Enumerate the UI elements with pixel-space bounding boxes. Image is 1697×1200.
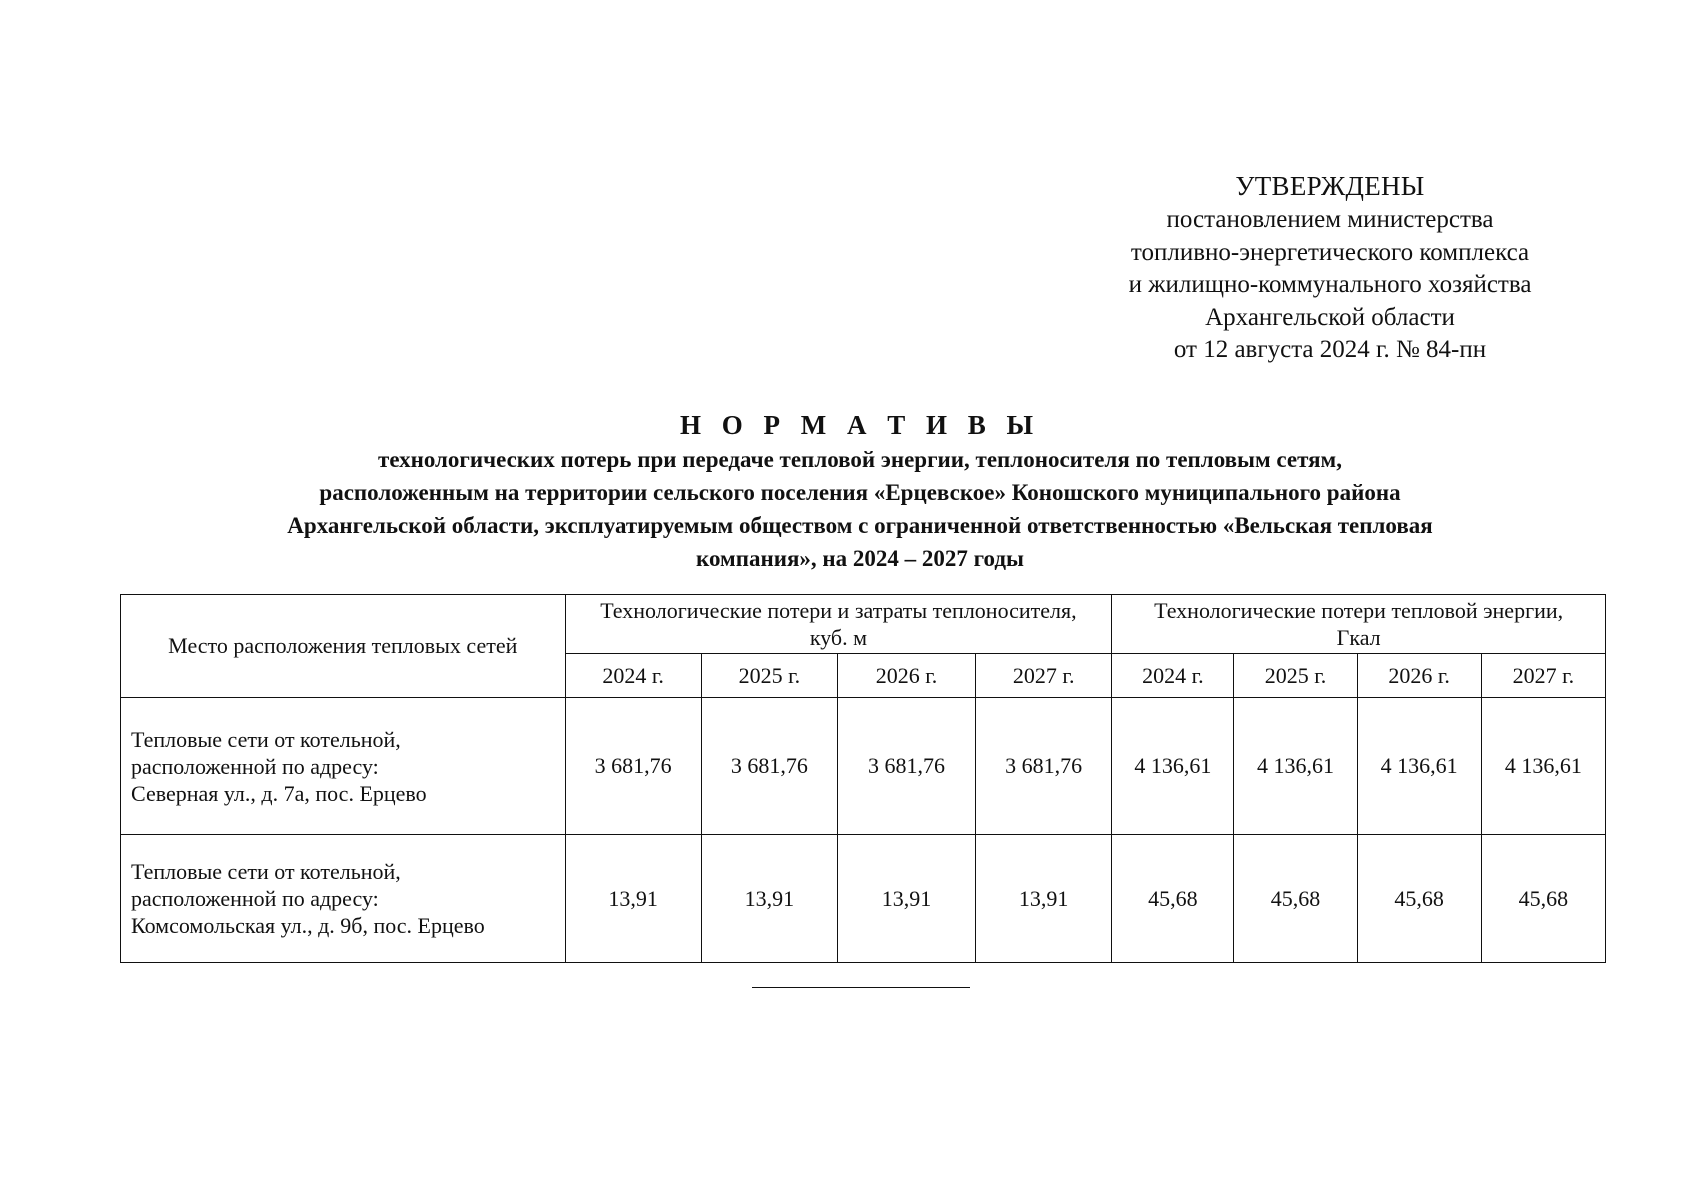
document-subtitle-line: расположенным на территории сельского поселения «Ерцевское» Коношского муниципального района (319, 480, 1401, 505)
approval-heading: УТВЕРЖДЕНЫ (1235, 171, 1425, 201)
coolant-header-line: Технологические потери и затраты теплоносителя, (600, 598, 1077, 623)
heat-value-cell: 45,68 (1112, 835, 1234, 963)
table-header-row (121, 595, 1606, 654)
place-address: Комсомольская ул., д. 9б, пос. Ерцево (131, 913, 485, 938)
heat-losses-header (1112, 595, 1606, 654)
heat-value-cell: 45,68 (1357, 835, 1481, 963)
place-line: Тепловые сети от котельной, (131, 859, 401, 884)
year-header: 2027 г. (1481, 654, 1605, 698)
place-line: расположенной по адресу: (131, 886, 379, 911)
year-header: 2024 г. (565, 654, 701, 698)
approval-line: постановлением министерства (1166, 206, 1494, 233)
year-header: 2025 г. (1234, 654, 1357, 698)
place-line: расположенной по адресу: (131, 753, 379, 779)
coolant-value-cell: 13,91 (701, 835, 837, 963)
coolant-value-cell: 3 681,76 (976, 698, 1112, 835)
table-row (121, 835, 1606, 963)
heat-value-cell: 45,68 (1234, 835, 1357, 963)
year-header: 2026 г. (837, 654, 975, 698)
heat-value-cell: 4 136,61 (1112, 698, 1234, 835)
place-line: Тепловые сети от котельной, (131, 726, 401, 752)
coolant-value-cell: 13,91 (976, 835, 1112, 963)
place-cell (121, 835, 566, 963)
heat-value-cell: 4 136,61 (1234, 698, 1357, 835)
coolant-value-cell: 13,91 (565, 835, 701, 963)
coolant-value-cell: 3 681,76 (701, 698, 837, 835)
table-row (121, 698, 1606, 835)
heat-value-cell: 45,68 (1481, 835, 1605, 963)
document-title: Н О Р М А Т И В Ы (679, 410, 1040, 440)
year-header: 2026 г. (1357, 654, 1481, 698)
place-address: Северная ул., д. 7а, пос. Ерцево (131, 780, 427, 806)
approval-line: топливно-энергетического комплекса (1130, 238, 1530, 266)
place-cell (121, 698, 566, 835)
year-header: 2027 г. (976, 654, 1112, 698)
document-subtitle-line: компания», на 2024 – 2027 годы (696, 546, 1024, 571)
document-subtitle-line: Архангельской области, эксплуатируемым обществом с ограниченной ответственностью «Вельская тепловая (287, 513, 1433, 538)
heat-header-line: Технологические потери тепловой энергии, (1154, 598, 1564, 623)
footer-divider (752, 987, 970, 988)
approval-date-line: от 12 августа 2024 г. № 84-пн (1173, 336, 1487, 363)
coolant-losses-header (565, 595, 1112, 654)
approval-line: и жилищно-коммунального хозяйства (1128, 271, 1532, 298)
approval-stamp (1060, 168, 1600, 367)
coolant-header-unit: куб. м (809, 625, 868, 650)
document-title-block (120, 408, 1600, 574)
coolant-value-cell: 3 681,76 (565, 698, 701, 835)
heat-value-cell: 4 136,61 (1357, 698, 1481, 835)
year-header: 2025 г. (701, 654, 837, 698)
document-subtitle-line: технологических потерь при передаче тепловой энергии, теплоносителя по тепловым сетям, (378, 447, 1342, 472)
year-header: 2024 г. (1112, 654, 1234, 698)
place-column-header: Место расположения тепловых сетей (121, 595, 566, 698)
heat-value-cell: 4 136,61 (1481, 698, 1605, 835)
heat-header-unit: Гкал (1336, 625, 1381, 650)
coolant-value-cell: 3 681,76 (837, 698, 975, 835)
coolant-value-cell: 13,91 (837, 835, 975, 963)
approval-line: Архангельской области (1205, 303, 1455, 331)
norms-table (120, 594, 1606, 963)
